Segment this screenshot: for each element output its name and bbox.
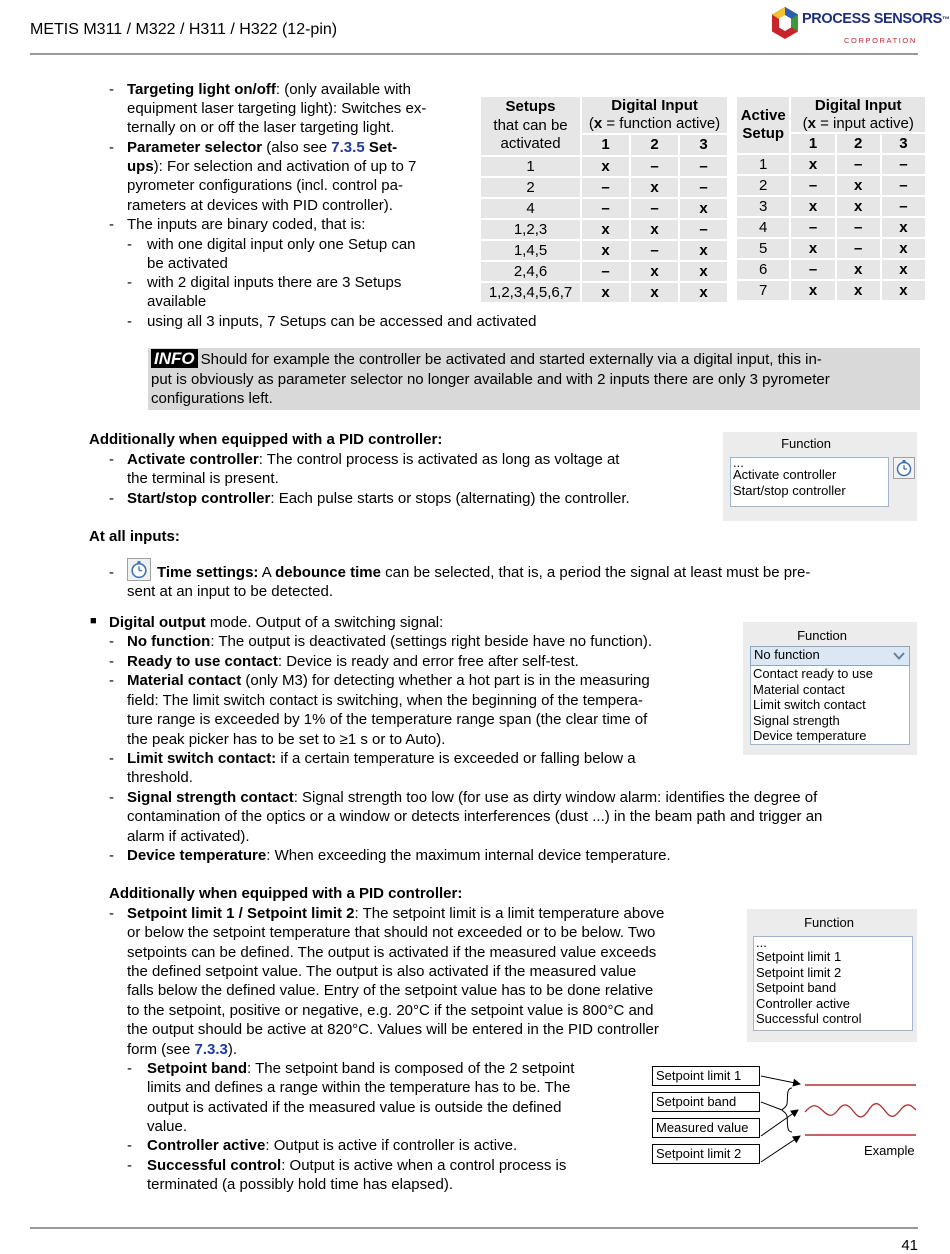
setup-cell: 5 bbox=[737, 239, 789, 258]
list-item[interactable]: Activate controller bbox=[733, 467, 837, 482]
list-item[interactable]: Limit switch contact bbox=[753, 697, 866, 713]
list-item[interactable]: Setpoint limit 2 bbox=[756, 964, 842, 980]
function-listbox[interactable] bbox=[730, 457, 889, 507]
function-panel-pid-output bbox=[747, 909, 917, 1042]
setpoint-band-label: Setpoint band bbox=[652, 1092, 760, 1112]
ready-contact-item: Ready to use contact: Device is ready and error free after self-test. bbox=[127, 653, 579, 670]
table-row bbox=[737, 197, 925, 216]
input-state-cell: – bbox=[882, 155, 925, 174]
input-state-cell: – bbox=[791, 260, 834, 279]
input-num-header: 3 bbox=[882, 134, 925, 153]
material-contact-item: Material contact (only M3) for detecting whether a hot part is in the measuring bbox=[127, 672, 650, 689]
list-item[interactable]: Material contact bbox=[753, 681, 845, 697]
digital-input-col-header: Digital Input (x = function active) bbox=[582, 97, 727, 133]
panel-title: Function bbox=[804, 915, 854, 930]
setup-cell: 3 bbox=[737, 197, 789, 216]
input-state-cell: – bbox=[837, 155, 880, 174]
input-state-cell: – bbox=[680, 220, 727, 239]
active-setup-col-header: Active Setup bbox=[737, 97, 789, 153]
pid-outputs-heading: Additionally when equipped with a PID controller: bbox=[109, 885, 463, 902]
input-state-cell: x bbox=[582, 220, 629, 239]
input-state-cell: – bbox=[680, 178, 727, 197]
setpoint-band-item: Setpoint band: The setpoint band is composed of the 2 setpoint bbox=[147, 1060, 575, 1077]
input-state-cell: – bbox=[882, 176, 925, 195]
digital-input-col-header: Digital Input (x = input active) bbox=[791, 97, 925, 132]
measured-value-curve bbox=[805, 1104, 916, 1117]
input-num-header: 1 bbox=[791, 134, 834, 153]
input-num-header: 2 bbox=[837, 134, 880, 153]
input-state-cell: – bbox=[631, 241, 678, 260]
list-item[interactable]: Setpoint limit 1 bbox=[756, 949, 842, 964]
panel-title: Function bbox=[781, 436, 831, 451]
company-logo bbox=[770, 4, 950, 45]
logo-hexagon-icon bbox=[770, 6, 800, 40]
activate-controller-item: Activate controller: The control process is activated as long as voltage at bbox=[127, 451, 620, 468]
input-state-cell: x bbox=[582, 283, 629, 302]
input-state-cell: x bbox=[837, 260, 880, 279]
setups-table bbox=[479, 95, 729, 304]
input-state-cell: x bbox=[882, 281, 925, 300]
setpoint-limit-1-label: Setpoint limit 1 bbox=[652, 1066, 760, 1086]
table-row bbox=[737, 155, 925, 174]
active-setup-table bbox=[735, 95, 927, 302]
setup-cell: 2,4,6 bbox=[481, 262, 580, 281]
controller-active-item: Controller active: Output is active if controller is active. bbox=[147, 1137, 518, 1154]
setup-cell: 1,2,3,4,5,6,7 bbox=[481, 283, 580, 302]
input-num-header: 1 bbox=[582, 135, 629, 155]
input-state-cell: x bbox=[882, 239, 925, 258]
list-item[interactable]: ... bbox=[733, 455, 744, 470]
input-state-cell: x bbox=[791, 239, 834, 258]
info-box: INFO Should for example the controller be activated and started externally via a digital input, this in- put is obviously as parameter selector no longer available and with 2 inputs there are only 3 pyrometer configurations left. bbox=[148, 348, 920, 410]
pid-inputs-heading: Additionally when equipped with a PID controller: bbox=[89, 431, 443, 448]
table-row bbox=[737, 218, 925, 237]
panel-title: Function bbox=[797, 628, 847, 643]
logo-wordmark: PROCESS SENSORS™ bbox=[802, 11, 950, 27]
input-state-cell: x bbox=[680, 241, 727, 260]
list-item[interactable]: Setpoint band bbox=[756, 980, 837, 996]
setup-cell: 6 bbox=[737, 260, 789, 279]
stopwatch-icon bbox=[128, 559, 150, 580]
setup-cell: 1,4,5 bbox=[481, 241, 580, 260]
list-item[interactable]: ... bbox=[756, 935, 767, 950]
list-item[interactable]: Contact ready to use bbox=[753, 666, 873, 681]
diagram-caption: Example bbox=[864, 1143, 915, 1158]
setpoint-limit-2-label: Setpoint limit 2 bbox=[652, 1144, 760, 1164]
successful-control-item: Successful control: Output is active when a control process is bbox=[147, 1157, 567, 1174]
setup-cell: 2 bbox=[481, 178, 580, 197]
input-state-cell: x bbox=[791, 281, 834, 300]
table-row bbox=[481, 178, 727, 197]
limit-switch-item: Limit switch contact: if a certain temperature is exceeded or falling below a bbox=[127, 750, 636, 767]
input-state-cell: x bbox=[680, 262, 727, 281]
table-row bbox=[737, 260, 925, 279]
page-number: 41 bbox=[901, 1237, 918, 1254]
function-panel-inputs bbox=[723, 432, 917, 521]
setup-cell: 7 bbox=[737, 281, 789, 300]
signal-strength-item: Signal strength contact: Signal strength too low (for use as dirty window alarm: identifies the degree of bbox=[127, 789, 818, 806]
time-settings-icon-button[interactable] bbox=[127, 558, 151, 581]
input-state-cell: – bbox=[631, 157, 678, 176]
input-state-cell: – bbox=[837, 239, 880, 258]
input-state-cell: x bbox=[680, 283, 727, 302]
table-row bbox=[481, 199, 727, 218]
input-state-cell: x bbox=[582, 157, 629, 176]
document-title: METIS M311 / M322 / H311 / H322 (12-pin) bbox=[30, 21, 338, 38]
time-settings-item: Time settings: A debounce time can be selected, that is, a period the signal at least must be pre- bbox=[157, 564, 811, 581]
function-select-value: No function bbox=[754, 647, 820, 662]
setup-cell: 4 bbox=[737, 218, 789, 237]
bullet-square-icon: ■ bbox=[90, 615, 97, 627]
input-state-cell: – bbox=[882, 197, 925, 216]
function-listbox[interactable] bbox=[753, 936, 913, 1031]
input-state-cell: x bbox=[882, 218, 925, 237]
stopwatch-icon bbox=[894, 458, 914, 478]
input-state-cell: – bbox=[791, 218, 834, 237]
table-row bbox=[737, 281, 925, 300]
input-state-cell: x bbox=[837, 176, 880, 195]
footer-divider bbox=[30, 1227, 918, 1229]
input-state-cell: x bbox=[631, 178, 678, 197]
input-num-header: 2 bbox=[631, 135, 678, 155]
table-row bbox=[481, 262, 727, 281]
section-link-7-3-5[interactable]: 7.3.5 bbox=[331, 139, 365, 156]
setup-cell: 4 bbox=[481, 199, 580, 218]
function-select[interactable] bbox=[750, 646, 910, 666]
list-item[interactable]: Signal strength bbox=[753, 712, 840, 728]
input-state-cell: – bbox=[680, 157, 727, 176]
input-state-cell: x bbox=[631, 262, 678, 281]
setpoint-limit-item: Setpoint limit 1 / Setpoint limit 2: The setpoint limit is a limit temperature above bbox=[127, 905, 665, 922]
input-state-cell: x bbox=[791, 197, 834, 216]
time-settings-button[interactable] bbox=[893, 457, 915, 479]
input-state-cell: – bbox=[582, 178, 629, 197]
table-row bbox=[737, 176, 925, 195]
table-row bbox=[481, 157, 727, 176]
function-panel-output bbox=[743, 622, 917, 755]
input-state-cell: x bbox=[631, 283, 678, 302]
table-row bbox=[737, 239, 925, 258]
section-link-7-3-3[interactable]: 7.3.3 bbox=[194, 1041, 228, 1058]
header-divider bbox=[30, 53, 918, 55]
setup-cell: 2 bbox=[737, 176, 789, 195]
input-state-cell: – bbox=[582, 262, 629, 281]
setup-cell: 1 bbox=[737, 155, 789, 174]
list-item[interactable]: Device temperature bbox=[753, 728, 867, 744]
input-state-cell: x bbox=[631, 220, 678, 239]
measured-value-label: Measured value bbox=[652, 1118, 760, 1138]
device-temperature-item: Device temperature: When exceeding the maximum internal device temperature. bbox=[127, 847, 671, 864]
setups-col-header: Setups that can be activated bbox=[481, 97, 580, 155]
input-state-cell: x bbox=[882, 260, 925, 279]
no-function-item: No function: The output is deactivated (settings right beside have no function). bbox=[127, 633, 652, 650]
function-dropdown-list[interactable] bbox=[750, 666, 910, 745]
input-state-cell: x bbox=[582, 241, 629, 260]
table-row bbox=[481, 241, 727, 260]
digital-output-item: Digital output mode. Output of a switching signal: bbox=[109, 614, 444, 631]
table-row bbox=[481, 283, 727, 302]
input-state-cell: – bbox=[631, 199, 678, 218]
start-stop-controller-item: Start/stop controller: Each pulse starts or stops (alternating) the controller. bbox=[127, 490, 630, 507]
input-state-cell: x bbox=[791, 155, 834, 174]
list-item[interactable]: Successful control bbox=[756, 1011, 862, 1027]
setup-cell: 1 bbox=[481, 157, 580, 176]
input-state-cell: – bbox=[791, 176, 834, 195]
table-row bbox=[481, 220, 727, 239]
chevron-down-icon bbox=[893, 651, 905, 661]
input-num-header: 3 bbox=[680, 135, 727, 155]
list-item[interactable]: Start/stop controller bbox=[733, 482, 846, 498]
logo-subtitle: CORPORATION bbox=[844, 36, 917, 45]
input-state-cell: x bbox=[680, 199, 727, 218]
list-item[interactable]: Controller active bbox=[756, 995, 850, 1011]
setup-cell: 1,2,3 bbox=[481, 220, 580, 239]
input-state-cell: x bbox=[837, 197, 880, 216]
input-state-cell: x bbox=[837, 281, 880, 300]
all-inputs-heading: At all inputs: bbox=[89, 528, 180, 545]
input-state-cell: – bbox=[837, 218, 880, 237]
info-badge: INFO bbox=[151, 349, 198, 368]
input-state-cell: – bbox=[582, 199, 629, 218]
